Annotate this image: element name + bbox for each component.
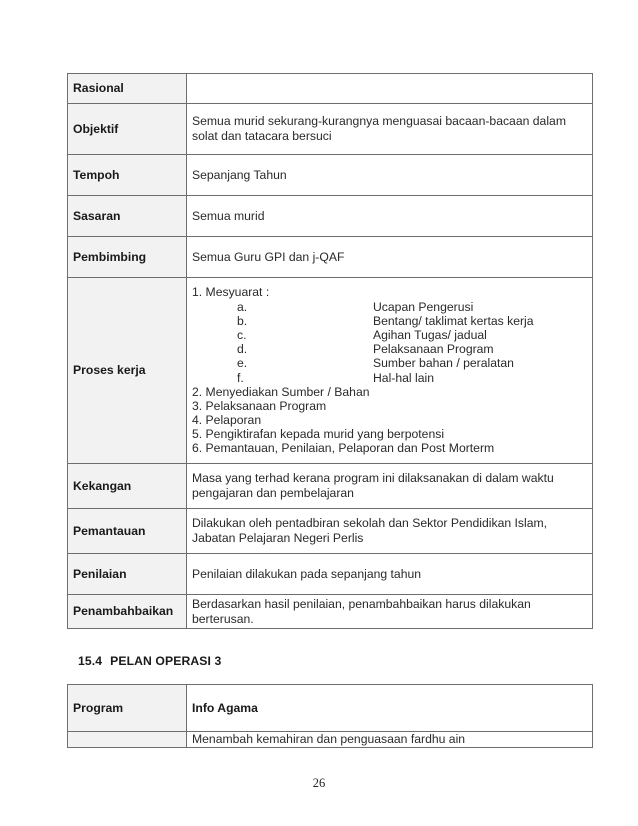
row-value: Masa yang terhad kerana program ini dilaksanakan di dalam waktu pengajaran dan pembelajaran	[187, 464, 593, 509]
subitem-letter: f.	[237, 370, 244, 385]
process-subitem	[192, 300, 587, 314]
row-label: Rasional	[68, 74, 187, 104]
row-value: Info Agama	[187, 685, 593, 732]
process-item: 1. Mesyuarat :	[192, 285, 270, 300]
process-item: 4. Pelaporan	[192, 413, 262, 428]
row-label: Program	[68, 685, 187, 732]
row-kekangan	[68, 464, 593, 509]
row-value: Penilaian dilakukan pada sepanjang tahun	[187, 554, 593, 595]
subitem-text: Sumber bahan / peralatan	[373, 356, 514, 371]
subitem-text: Agihan Tugas/ jadual	[373, 327, 487, 342]
row-label: Tempoh	[68, 155, 187, 196]
row-value: Menambah kemahiran dan penguasaan fardhu ain	[187, 732, 593, 748]
page-number: 26	[312, 776, 326, 790]
row-proses-kerja	[68, 278, 593, 464]
process-item: 2. Menyediakan Sumber / Bahan	[192, 384, 370, 399]
row-value: Dilakukan oleh pentadbiran sekolah dan Sektor Pendidikan Islam, Jabatan Pelajaran Negeri Perlis	[187, 509, 593, 554]
row-label: Sasaran	[68, 196, 187, 237]
row-sasaran	[68, 196, 593, 237]
row-tempoh	[68, 155, 593, 196]
row-label: Kekangan	[68, 464, 187, 509]
subitem-text: Hal-hal lain	[373, 370, 434, 385]
subitem-text: Bentang/ taklimat kertas kerja	[373, 313, 534, 328]
row-label: Objektif	[68, 104, 187, 155]
plan-table	[67, 73, 593, 629]
process-list	[187, 278, 593, 464]
subitem-letter: e.	[237, 356, 248, 371]
row-value: Semua murid sekurang-kurangnya menguasai bacaan-bacaan dalam solat dan tatacara bersuci	[187, 104, 593, 155]
section-number: 15.4	[78, 654, 103, 668]
row-value: Berdasarkan hasil penilaian, penambahbaikan harus dilakukan berterusan.	[187, 595, 593, 629]
row-value	[187, 74, 593, 104]
row-label: Penambahbaikan	[68, 595, 187, 629]
process-subitem	[192, 342, 587, 356]
row-next	[68, 732, 593, 748]
process-subitem	[192, 314, 587, 328]
row-pembimbing	[68, 237, 593, 278]
process-item: 5. Pengiktirafan kepada murid yang berpotensi	[192, 427, 445, 442]
process-item: 3. Pelaksanaan Program	[192, 398, 327, 413]
row-pemantauan	[68, 509, 593, 554]
section-heading	[78, 654, 221, 668]
process-subitem	[192, 356, 587, 370]
row-label: Pemantauan	[68, 509, 187, 554]
subitem-letter: c.	[237, 327, 247, 342]
row-value: Sepanjang Tahun	[187, 155, 593, 196]
row-rasional	[68, 74, 593, 104]
process-item: 6. Pemantauan, Penilaian, Pelaporan dan Post Morterm	[192, 441, 495, 456]
row-value: Semua murid	[187, 196, 593, 237]
subitem-letter: a.	[237, 299, 248, 314]
row-penilaian	[68, 554, 593, 595]
subitem-letter: d.	[237, 342, 248, 357]
row-program	[68, 685, 593, 732]
row-label	[68, 732, 187, 748]
row-label: Proses kerja	[68, 278, 187, 464]
program-table	[67, 684, 593, 748]
row-penambahbaikan	[68, 595, 593, 629]
subitem-text: Ucapan Pengerusi	[373, 299, 474, 314]
row-value: Semua Guru GPI dan j-QAF	[187, 237, 593, 278]
row-label: Pembimbing	[68, 237, 187, 278]
row-objektif	[68, 104, 593, 155]
subitem-letter: b.	[237, 313, 248, 328]
row-label: Penilaian	[68, 554, 187, 595]
process-subitem	[192, 328, 587, 342]
process-subitem	[192, 371, 587, 385]
subitem-text: Pelaksanaan Program	[373, 342, 494, 357]
section-title: PELAN OPERASI 3	[110, 654, 222, 668]
